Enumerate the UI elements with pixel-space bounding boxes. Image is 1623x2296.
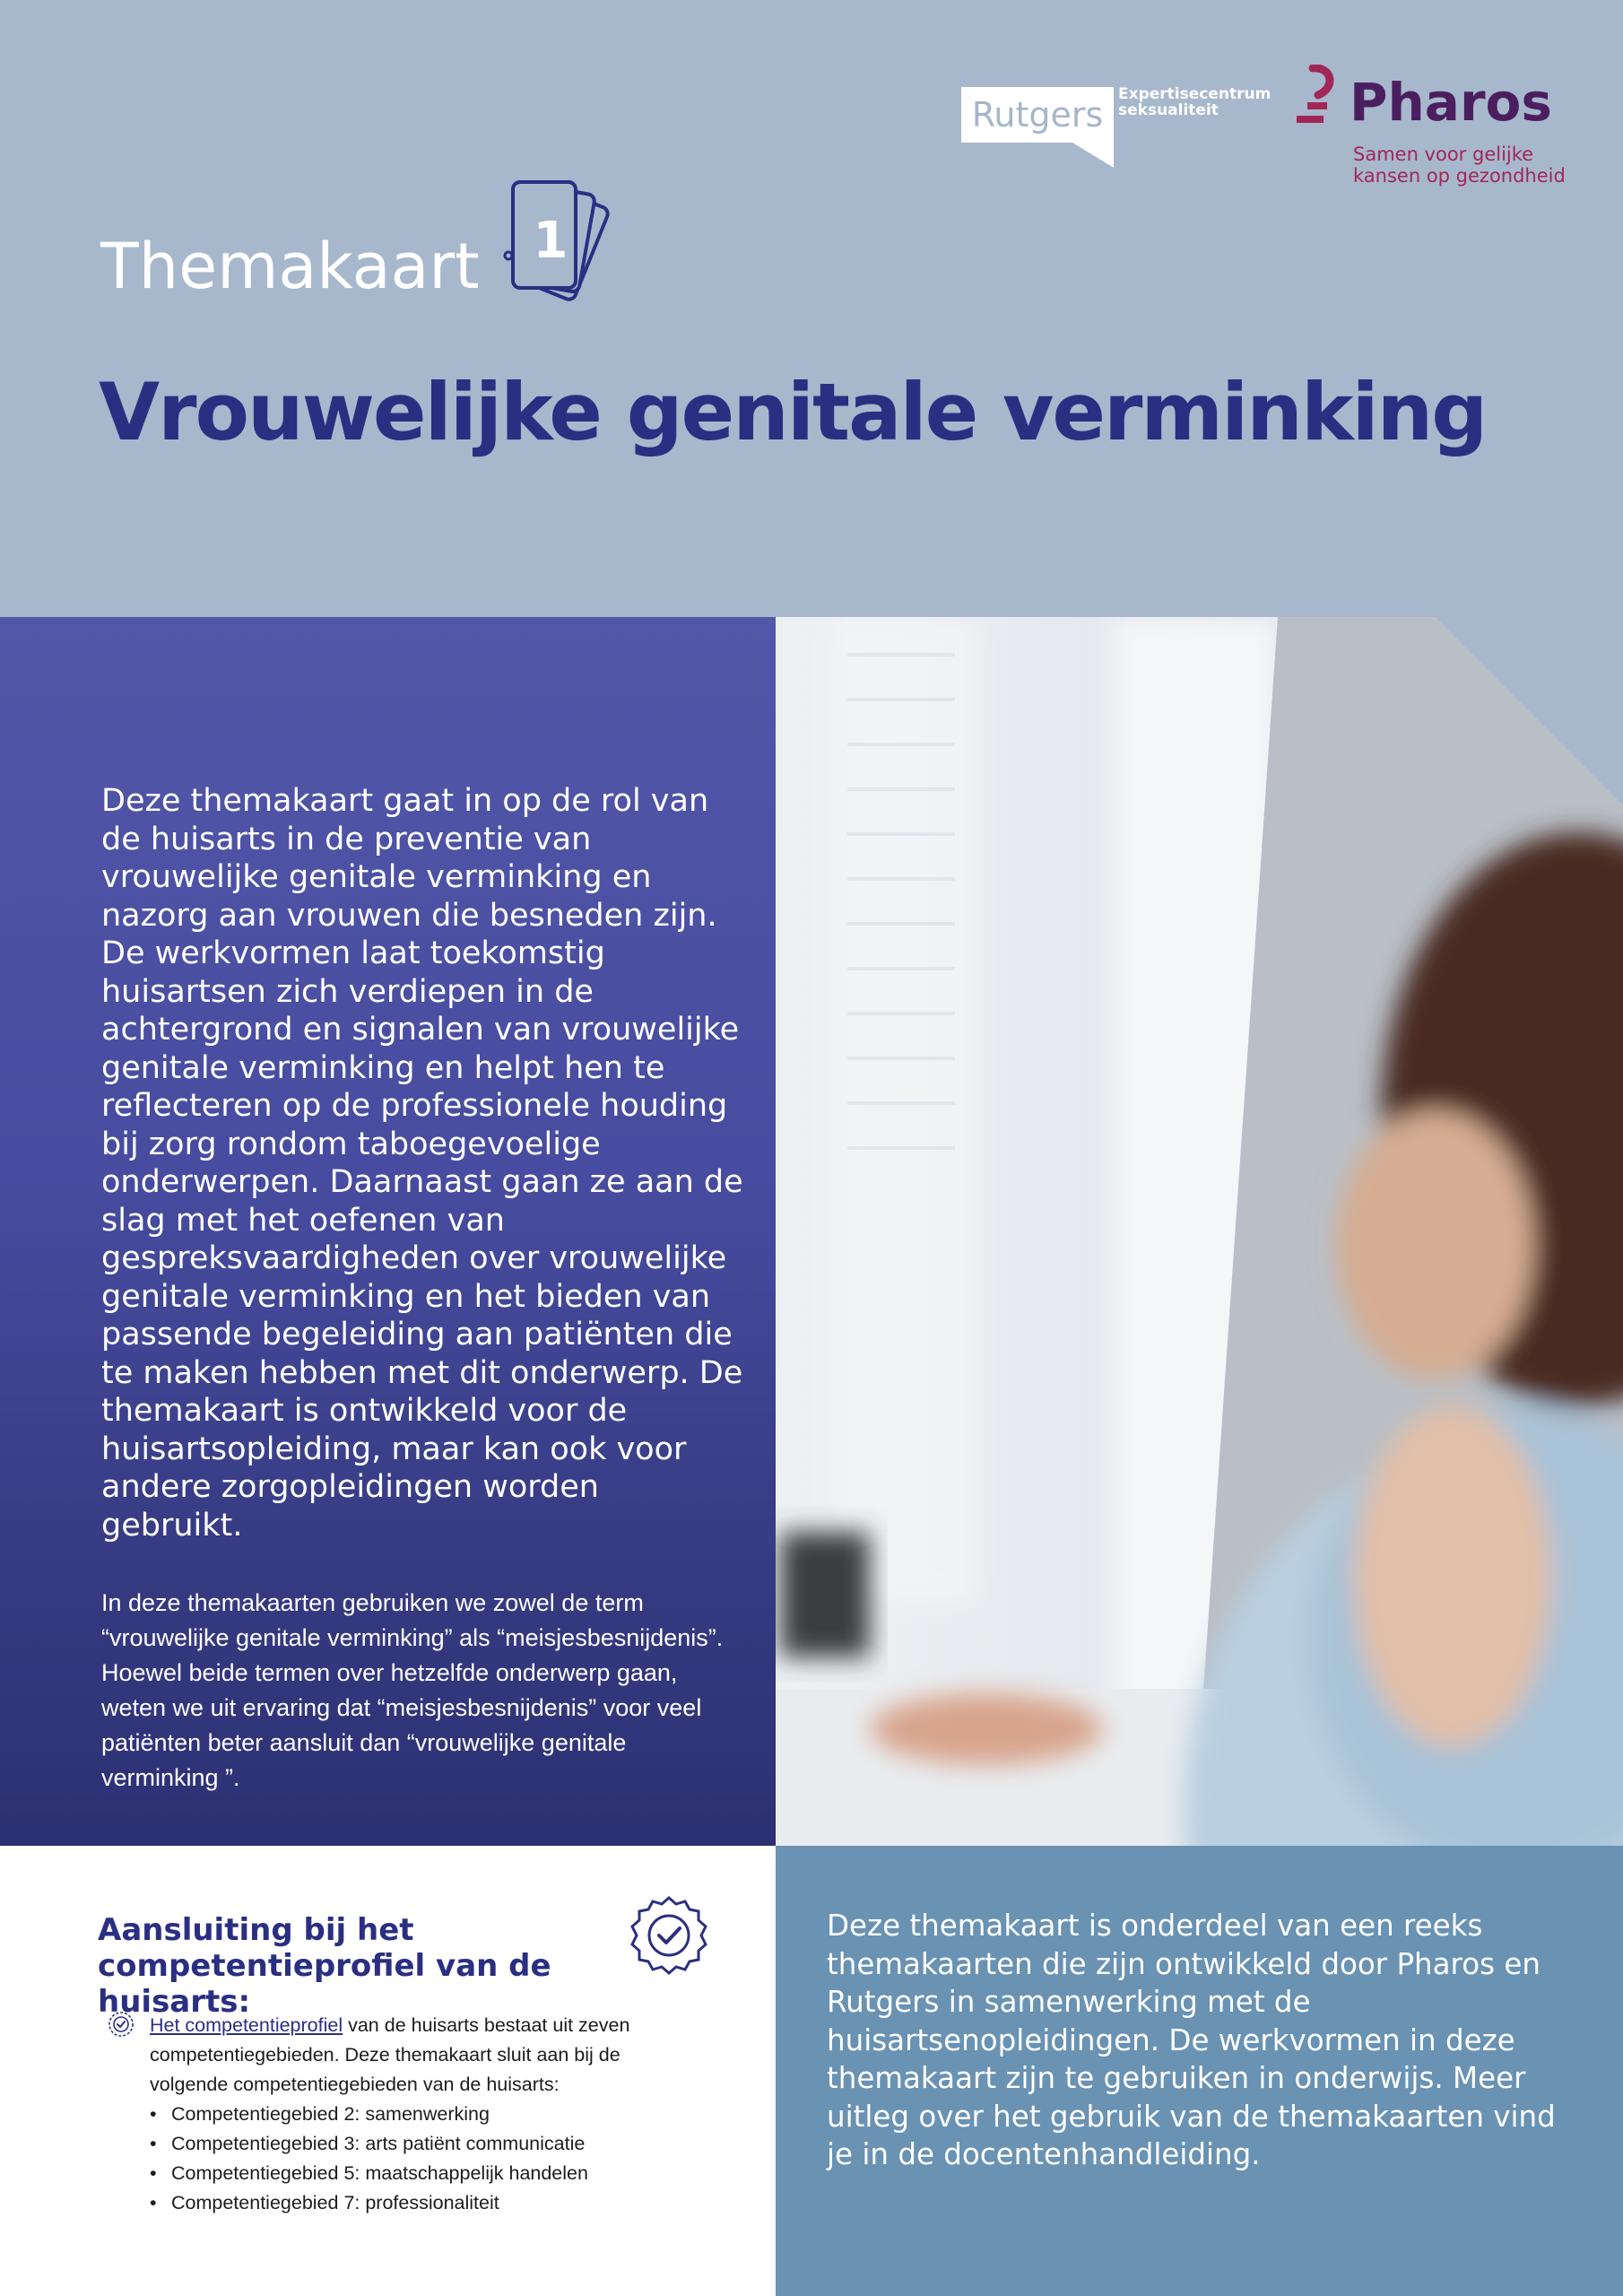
rutgers-logo-tail bbox=[1072, 143, 1114, 168]
rutgers-logo bbox=[961, 87, 1114, 143]
themakaart-label: Themakaart bbox=[100, 230, 480, 303]
competentieprofiel-link[interactable]: Het competentieprofiel bbox=[150, 2014, 343, 2036]
competence-text bbox=[150, 2011, 697, 2218]
pharos-logo-mark-icon bbox=[1297, 65, 1343, 127]
page-title: Vrouwelijke genitale verminking bbox=[99, 366, 1487, 458]
checkmark-badge-icon bbox=[628, 1894, 710, 1977]
list-item: • Competentiegebied 5: maatschappelijk handelen bbox=[150, 2159, 697, 2188]
list-item: • Competentiegebied 2: samenwerking bbox=[150, 2100, 697, 2129]
rutgers-logo-name: Rutgers bbox=[971, 95, 1104, 135]
series-info-text: Deze themakaart is onderdeel van een reeks themakaarten die zijn ontwikkeld door Pharos en Rutgers in samenwerking met de huisartsenopleidingen. De werkvormen in deze themakaart zijn te gebruiken in onderwijs. Meer uitleg over het gebruik van de themakaarten vind je in de docentenhandleiding. bbox=[827, 1909, 1556, 2171]
card-number: 1 bbox=[533, 212, 568, 270]
list-item: • Competentiegebied 7: professionaliteit bbox=[150, 2188, 697, 2218]
rutgers-logo-subtitle: Expertisecentrum seksualiteit bbox=[1118, 85, 1271, 119]
competence-title: Aansluiting bij het competentieprofiel van de huisarts: bbox=[98, 1912, 551, 2020]
pharos-logo-name: Pharos bbox=[1350, 72, 1552, 133]
competence-description: van de huisarts bestaat uit zeven competentiegebieden. Deze themakaart sluit aan bij de volgende competentiegebieden van de huisarts: bbox=[150, 2014, 630, 2095]
pharos-tagline: Samen voor gelijke kansen op gezondheid bbox=[1353, 144, 1566, 187]
list-item: • Competentiegebied 3: arts patiënt communicatie bbox=[150, 2129, 697, 2159]
small-checkmark-badge-icon bbox=[108, 2011, 135, 2038]
terminology-note: In deze themakaarten gebruiken we zowel de term “vrouwelijke genitale verminking” als “meisjesbesnijdenis”. Hoewel beide termen over hetzelfde onderwerp gaan, weten we uit ervaring dat “meisjesbesnijdenis” voor veel patiënten beter aansluit dan “vrouwelijke genitale verminking ”. bbox=[101, 1589, 724, 1791]
intro-text: Deze themakaart gaat in op de rol van de huisarts in de preventie van vrouwelijke genitale verminking en nazorg aan vrouwen die besneden zijn. De werkvormen laat toekomstig huisartsen zich verdiepen in de achtergrond en signalen van vrouwelijke genitale verminking en helpt hen te reflecteren op de professionele houding bij zorg rondom taboegevoelige onderwerpen. Daarnaast gaan ze aan de slag met het oefenen van gespreksvaardigheden over vrouwelijke genitale verminking en het bieden van passende begeleiding aan patiënten die te maken hebben met dit onderwerp. De themakaart is ontwikkeld voor de huisartsopleiding, maar kan ook voor andere zorgopleidingen worden gebruikt. bbox=[101, 783, 743, 1544]
competence-list bbox=[150, 2100, 697, 2218]
